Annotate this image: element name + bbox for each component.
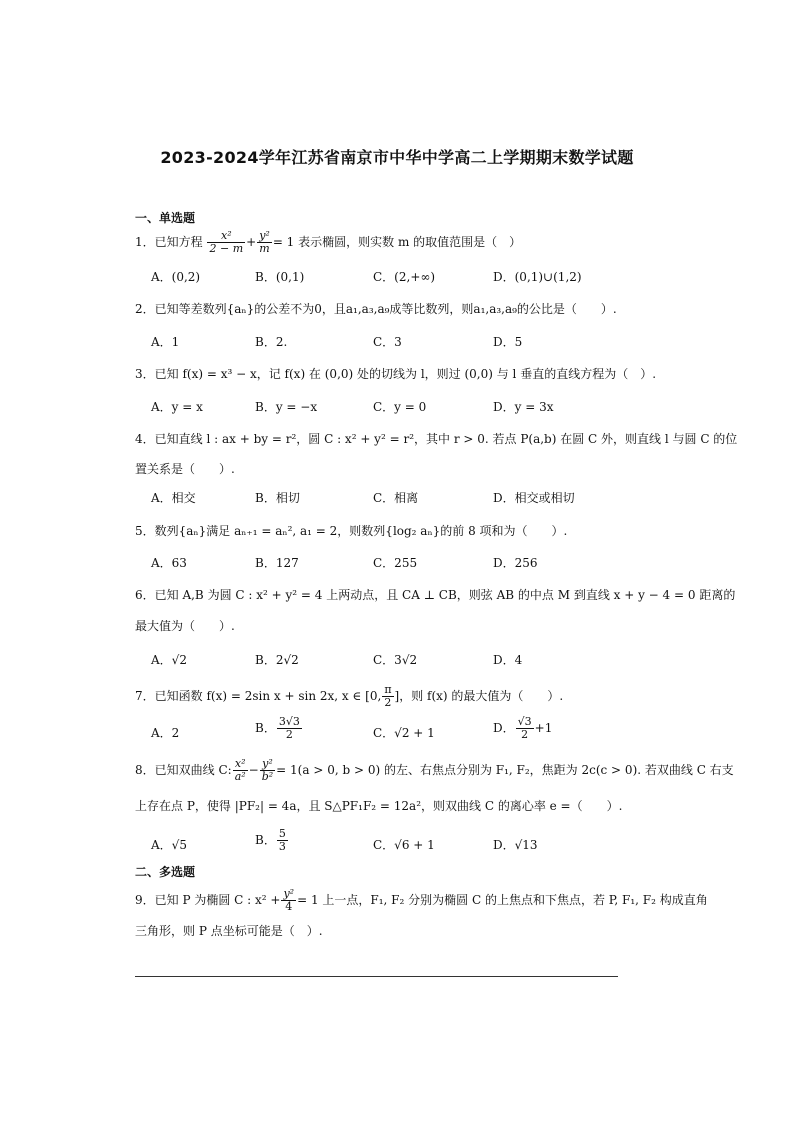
q1-option-d[interactable]: D．(0,1)∪(1,2) (493, 270, 582, 284)
q8-option-d[interactable]: D．√13 (493, 838, 538, 852)
fraction: $\frac{√3}{2}$ (517, 715, 532, 741)
q1-option-b[interactable]: B．(0,1) (255, 270, 305, 284)
fraction: $\frac{\text{y²}}{m}$ (259, 229, 270, 255)
q5-option-a[interactable]: A．63 (151, 556, 187, 570)
question-text: 8．已知双曲线 C: (135, 763, 232, 777)
q8-option-a[interactable]: A．√5 (151, 838, 187, 852)
question-9-line-1 (135, 887, 708, 913)
fraction: $\frac{\text{x²}}{2 - m}$ (209, 229, 244, 255)
q4-option-a[interactable]: A．相交 (151, 491, 196, 505)
q7-option-d[interactable]: D． $\frac{√3}{2}$ +1 (493, 715, 553, 741)
q3-option-c[interactable]: C．y = 0 (373, 400, 427, 414)
q3-option-b[interactable]: B．y = −x (255, 400, 318, 414)
question-4-line-1: 4．已知直线 l : ax + by = r²，圆 C : x² + y² = r²，其中 r > 0. 若点 P(a,b) 在圆 C 外，则直线 l 与圆 C 的位 (135, 432, 738, 446)
fraction: $\frac{\text{y²}}{4}$ (283, 887, 295, 913)
q1-option-a[interactable]: A．(0,2) (151, 270, 201, 284)
q6-option-a[interactable]: A．√2 (151, 653, 187, 667)
q7-option-c[interactable]: C．√2 + 1 (373, 726, 435, 740)
fraction: $\frac{\pi}{2}$ (384, 683, 392, 709)
footer-divider (135, 976, 618, 977)
question-9-line-2: 三角形，则 P 点坐标可能是（ ）. (135, 924, 323, 938)
q5-option-c[interactable]: C．255 (373, 556, 418, 570)
q7-option-a[interactable]: A．2 (151, 726, 180, 740)
q6-option-d[interactable]: D．4 (493, 653, 523, 667)
q3-option-a[interactable]: A．y = x (151, 400, 203, 414)
q7-option-b[interactable]: B． $\frac{3√3}{2}$ (255, 715, 300, 741)
question-text: 已知方程 (154, 235, 203, 249)
section-multiple-choice: 二、多选题 (135, 865, 196, 879)
question-8-line-2: 上存在点 P，使得 |PF₂| = 4a，且 S△PF₁F₂ = 12a²，则双曲线 C 的离心率 e =（ ）. (135, 799, 623, 813)
question-text: ]，则 f(x) 的最大值为（ ）. (394, 689, 564, 703)
fraction: $\frac{\text{y²}}{\text{b²}}$ (261, 757, 274, 783)
question-5: 5．数列{aₙ}满足 aₙ₊₁ = aₙ², a₁ = 2，则数列{log₂ aₙ}的前 8 项和为（ ）. (135, 524, 568, 538)
question-7 (135, 684, 670, 709)
question-1: 1．已知方程 $\frac{\text{x²}}{2 - m}$ + $\frac{\text{y²}}{m}$ = 1 表示椭圆，则实数 m 的取值范围是（ ） (135, 229, 522, 255)
question-text: = 1(a > 0, b > 0) 的左、右焦点分别为 F₁, F₂，焦距为 2c(c > 0). 若双曲线 C 右支 (276, 763, 734, 777)
fraction: $\frac{5}{3}$ (278, 827, 286, 853)
q8-option-c[interactable]: C．√6 + 1 (373, 838, 435, 852)
q3-option-d[interactable]: D．y = 3x (493, 400, 554, 414)
question-2: 2．已知等差数列{aₙ}的公差不为0，且a₁,a₃,a₉成等比数列，则a₁,a₃,a₉的公比是（ ）. (135, 302, 617, 316)
q2-option-c[interactable]: C．3 (373, 335, 402, 349)
q4-option-d[interactable]: D．相交或相切 (493, 491, 575, 505)
q8-option-b[interactable]: B． $\frac{5}{3}$ (255, 827, 286, 853)
question-3: 3．已知 f(x) = x³ − x，记 f(x) 在 (0,0) 处的切线为 l，则过 (0,0) 与 l 垂直的直线方程为（ ）. (135, 367, 657, 381)
fraction: $\frac{3√3}{2}$ (278, 715, 300, 741)
question-text: = 1 上一点，F₁, F₂ 分别为椭圆 C 的上焦点和下焦点，若 P, F₁, F₂ 构成直角 (297, 893, 708, 907)
q2-option-a[interactable]: A．1 (151, 335, 180, 349)
q6-option-b[interactable]: B．2√2 (255, 653, 299, 667)
q4-option-b[interactable]: B．相切 (255, 491, 300, 505)
question-6-line-1: 6．已知 A,B 为圆 C : x² + y² = 4 上两动点，且 CA ⊥ CB，则弦 AB 的中点 M 到直线 x + y − 4 = 0 距离的 (135, 588, 736, 602)
exam-title: 2023-2024学年江苏省南京市中华中学高二上学期期末数学试题 (160, 148, 634, 167)
question-6-line-2: 最大值为（ ）. (135, 619, 235, 633)
q5-option-b[interactable]: B．127 (255, 556, 299, 570)
question-8-line-1: 8．已知双曲线 C: $\frac{\text{x²}}{\text{a²}}$ − $\frac{\text{y²}}{\text{b²}}$ = 1(a > 0, b > 0) 的左、右焦点分别为 F₁, F₂，焦距为 2c(c > 0). 若双曲线 C 右支 (135, 757, 734, 783)
question-4-line-2: 置关系是（ ）. (135, 462, 235, 476)
q5-option-d[interactable]: D．256 (493, 556, 538, 570)
fraction: $\frac{\text{x²}}{\text{a²}}$ (234, 757, 246, 783)
question-number: 1． (135, 235, 155, 249)
q1-option-c[interactable]: C．(2,+∞) (373, 270, 436, 284)
q2-option-d[interactable]: D．5 (493, 335, 523, 349)
q6-option-c[interactable]: C．3√2 (373, 653, 418, 667)
question-text: = 1 表示椭圆，则实数 m 的取值范围是（ ） (272, 235, 522, 249)
q2-option-b[interactable]: B．2. (255, 335, 288, 349)
q4-option-c[interactable]: C．相离 (373, 491, 419, 505)
question-text: 9．已知 P 为椭圆 C : x² + (135, 893, 281, 907)
section-single-choice: 一、单选题 (135, 211, 196, 225)
question-text: 7．已知函数 f(x) = 2sin x + sin 2x, x ∈ [0, (135, 689, 382, 703)
